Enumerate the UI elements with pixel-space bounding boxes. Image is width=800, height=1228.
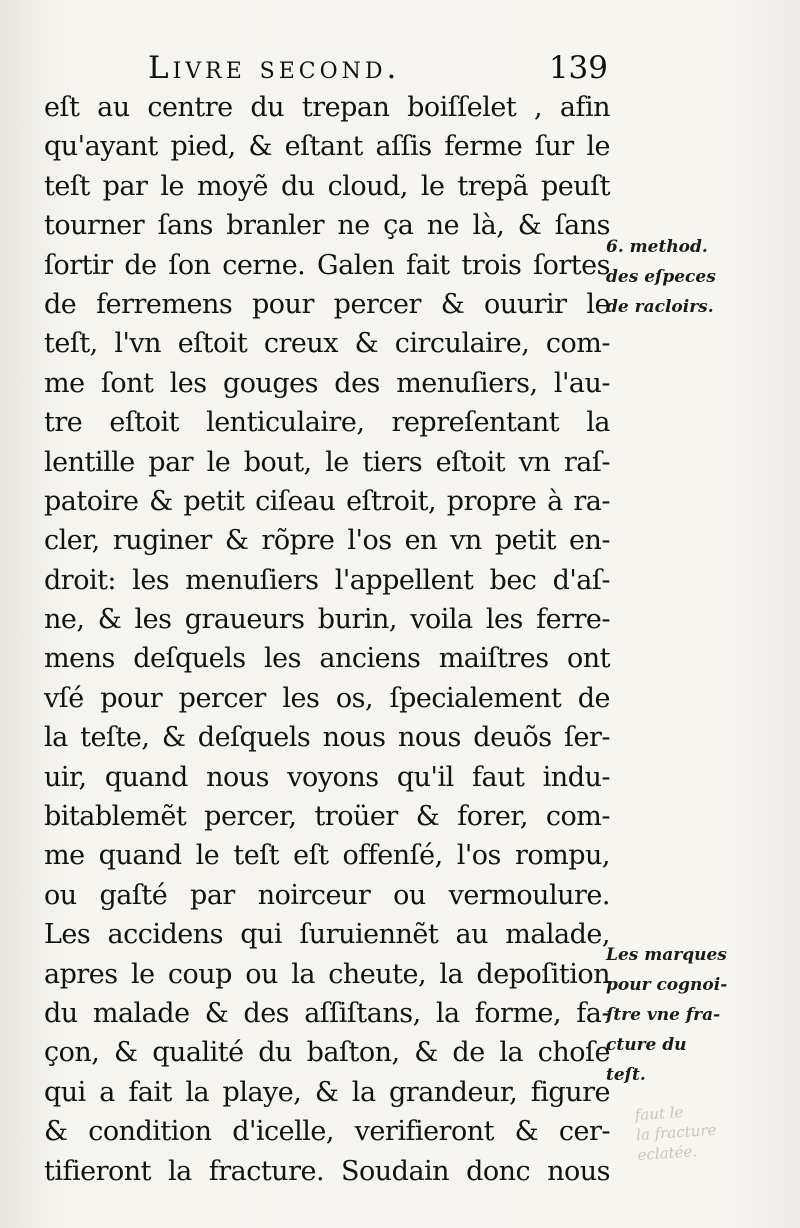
text-line: me ſont les gouges des menuſiers, l'au- (44, 367, 610, 399)
text-line: lentille par le bout, le tiers eſtoit vn raſ- (44, 446, 610, 478)
text-line: la teſte, & deſquels nous nous deuõs ſer- (44, 722, 610, 754)
text-line: du malade & des aſſiſtans, la forme, fa- (44, 997, 610, 1029)
text-line: apres le coup ou la cheute, la depoſition (44, 958, 610, 990)
marginal-note-line: 6. method. (606, 237, 708, 257)
text-line: teſt, l'vn eſtoit creux & circulaire, com- (44, 328, 610, 360)
text-line: tifieront la fracture. Soudain donc nous (44, 1155, 610, 1187)
marginal-note-line: cture du (606, 1035, 687, 1055)
running-title: Livre second. (148, 50, 401, 86)
text-line: qu'ayant pied, & eſtant aſſis ferme ſur le (44, 131, 610, 163)
faint-note-line: faut le (634, 1102, 684, 1125)
text-line: tre eſtoit lenticulaire, repreſentant la (44, 407, 610, 439)
text-line: ou gaſté par noirceur ou vermoulure. (44, 879, 610, 911)
text-line: bitablemẽt percer, troüer & forer, com- (44, 801, 610, 833)
text-line: de ferremens pour percer & ouurir le (44, 288, 610, 320)
marginal-note-line: de racloirs. (606, 297, 714, 317)
text-line: tourner ſans branler ne ça ne là, & ſans (44, 210, 610, 242)
body-text (44, 88, 610, 1191)
text-line: qui a fait la playe, & la grandeur, figure (44, 1076, 610, 1108)
marginal-note-line: teſt. (606, 1065, 646, 1085)
text-line: mens deſquels les anciens maiſtres ont (44, 643, 610, 675)
text-line: ne, & les graueurs burin, voila les ferre- (44, 604, 610, 636)
page-number: 139 (548, 50, 608, 86)
text-line: droit: les menuſiers l'appellent bec d'aſ- (44, 564, 610, 596)
faint-handwritten-note (634, 1095, 788, 1165)
marginal-note-marks (606, 940, 792, 1090)
text-line: uir, quand nous voyons qu'il faut indu- (44, 761, 610, 793)
text-line: & condition d'icelle, verifieront & cer- (44, 1116, 610, 1148)
text-line: teſt par le moyẽ du cloud, le trepã peuſt (44, 170, 610, 202)
text-line: vſé pour percer les os, ſpecialement de (44, 682, 610, 714)
text-line: çon, & qualité du baſton, & de la choſe (44, 1037, 610, 1069)
text-line: eſt au centre du trepan boiſſelet , afin (44, 92, 610, 123)
faint-note-line: eclatée. (636, 1142, 698, 1165)
text-line: cler, ruginer & rõpre l'os en vn petit en- (44, 525, 610, 557)
marginal-note-method (606, 232, 792, 322)
text-line: me quand le teſt eſt offenſé, l'os rompu, (44, 840, 610, 872)
marginal-note-line: pour cognoi- (606, 975, 728, 995)
text-line: ſortir de ſon cerne. Galen fait trois ſortes (44, 249, 610, 281)
text-line: Les accidens qui ſuruiennẽt au malade, (44, 919, 610, 951)
marginal-note-line: ſtre vne fra- (606, 1005, 721, 1025)
marginal-note-line: des eſpeces (606, 267, 716, 287)
marginal-note-line: Les marques (606, 945, 727, 965)
faint-note-line: la fracture (635, 1120, 717, 1145)
text-line: patoire & petit ciſeau eſtroit, propre à ra- (44, 485, 610, 517)
